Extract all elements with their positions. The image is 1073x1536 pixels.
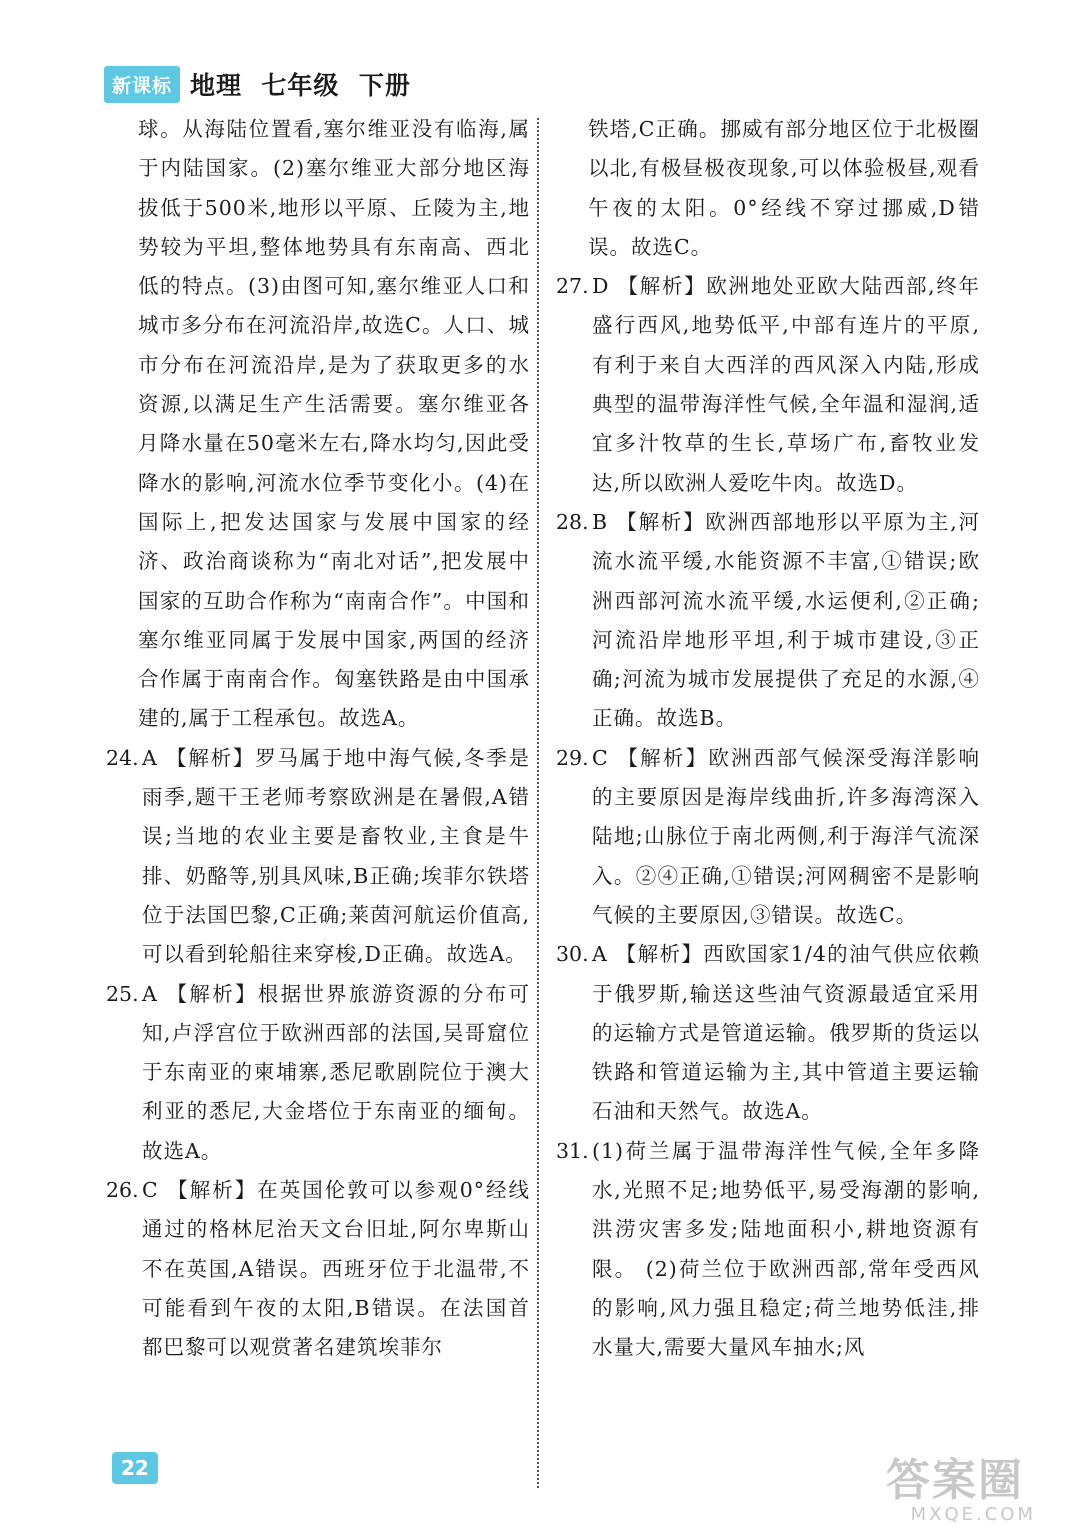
question-number: 24.: [106, 745, 139, 770]
question-number: 27.: [556, 274, 589, 299]
question-number: 26.: [106, 1178, 139, 1203]
question-number: 31.: [556, 1138, 589, 1163]
book-title: 地理 七年级 下册: [190, 71, 411, 100]
continued-answer-text: 铁塔,C正确。挪威有部分地区位于北极圈以北,有极昼极夜现象,可以体验极昼,观看午夜的太阳。0°经线不穿过挪威,D错误。故选C。: [588, 117, 980, 259]
question-number: 25.: [106, 981, 139, 1006]
answer-text: C 【解析】欧洲西部气候深受海洋影响的主要原因是海岸线曲折,许多海湾深入陆地;山脉位于南北两侧,利于海洋气流深入。②④正确,①错误;河网稠密不是影响气候的主要原因,③错误。故选C。: [592, 745, 980, 927]
answer-text: A 【解析】根据世界旅游资源的分布可知,卢浮宫位于欧洲西部的法国,吴哥窟位于东南亚的柬埔寨,悉尼歌剧院位于澳大利亚的悉尼,大金塔位于东南亚的缅甸。故选A。: [142, 981, 530, 1163]
question-number: 29.: [556, 745, 589, 770]
question-number: 30.: [556, 942, 589, 967]
watermark-logo: [886, 1455, 1046, 1528]
answer-item: [556, 267, 980, 503]
right-column: [556, 110, 980, 1368]
column-divider: [537, 118, 539, 1488]
answer-item: [556, 1132, 980, 1368]
answer-item: [556, 739, 980, 935]
answer-text: C 【解析】在英国伦敦可以参观0°经线通过的格林尼治天文台旧址,阿尔卑斯山不在英国,A错误。西班牙位于北温带,不可能看到午夜的太阳,B错误。在法国首都巴黎可以观赏著名建筑埃菲尔: [142, 1178, 530, 1360]
answer-item: [106, 739, 530, 975]
series-badge: 新课标: [104, 66, 180, 103]
answer-item: [106, 1171, 530, 1367]
answer-text: B 【解析】欧洲西部地形以平原为主,河流水流平缓,水能资源不丰富,①错误;欧洲西部河流水流平缓,水运便利,②正确;河流沿岸地形平坦,利于城市建设,③正确;河流为城市发展提供了充足的水源,④正确。故选B。: [592, 509, 980, 731]
answer-item: [556, 503, 980, 739]
left-column: [106, 110, 530, 1368]
watermark-url: MXQE.COM: [910, 1504, 1036, 1525]
watermark-main: 答案圈: [886, 1455, 1024, 1506]
answer-text: (1)荷兰属于温带海洋性气候,全年多降水,光照不足;地势低平,易受海潮的影响,洪涝灾害多发;陆地面积小,耕地资源有限。 (2)荷兰位于欧洲西部,常年受西风的影响,风力强且稳定;荷兰地势低洼,排水量大,需要大量风车抽水;风: [592, 1138, 980, 1360]
answer-text: A 【解析】西欧国家1/4的油气供应依赖于俄罗斯,输送这些油气资源最适宜采用的运输方式是管道运输。俄罗斯的货运以铁路和管道运输为主,其中管道主要运输石油和天然气。故选A。: [592, 942, 980, 1124]
answer-item: [556, 935, 980, 1131]
answer-text: D 【解析】欧洲地处亚欧大陆西部,终年盛行西风,地势低平,中部有连片的平原,有利于来自大西洋的西风深入内陆,形成典型的温带海洋性气候,全年温和湿润,适宜多汁牧草的生长,草场广布,畜牧业发达,所以欧洲人爱吃牛肉。故选D。: [592, 274, 980, 495]
continued-answer-text: 球。从海陆位置看,塞尔维亚没有临海,属于内陆国家。(2)塞尔维亚大部分地区海拔低于500米,地形以平原、丘陵为主,地势较为平坦,整体地势具有东南高、西北低的特点。(3)由图可知,塞尔维亚人口和城市多分布在河流沿岸,故选C。人口、城市分布在河流沿岸,是为了获取更多的水资源,以满足生产生活需要。塞尔维亚各月降水量在50毫米左右,降水均匀,因此受降水的影响,河流水位季节变化小。(4)在国际上,把发达国家与发展中国家的经济、政治商谈称为“南北对话”,把发展中国家的互助合作称为“南南合作”。中国和塞尔维亚同属于发展中国家,两国的经济合作属于南南合作。匈塞铁路是由中国承建的,属于工程承包。故选A。: [138, 117, 530, 731]
answer-item: [106, 975, 530, 1171]
page-header: [104, 64, 411, 104]
page-number: 22: [112, 1452, 158, 1484]
question-number: 28.: [556, 509, 589, 534]
answer-text: A 【解析】罗马属于地中海气候,冬季是雨季,题干王老师考察欧洲是在暑假,A错误;当地的农业主要是畜牧业,主食是牛排、奶酪等,别具风味,B正确;埃菲尔铁塔位于法国巴黎,C正确;莱茵河航运价值高,可以看到轮船往来穿梭,D正确。故选A。: [142, 745, 530, 967]
